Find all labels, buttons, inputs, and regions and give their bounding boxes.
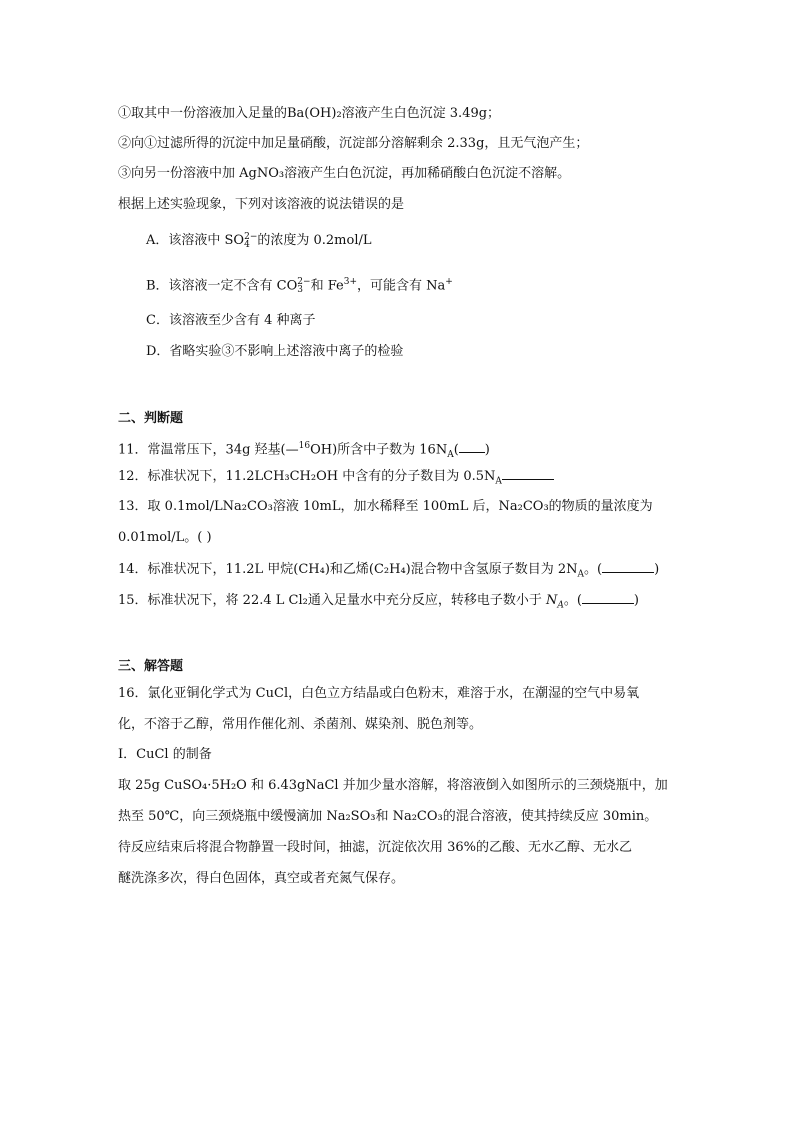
q10-question: 根据上述实验现象，下列对该溶液的说法错误的是 — [118, 197, 405, 212]
q16-para-line4: 醚洗涤多次，得白色固体，真空或者充氮气保存。 — [118, 871, 405, 886]
q15-na-symbol: N — [545, 593, 558, 608]
q11-paren-open: ( — [453, 442, 459, 458]
q14 — [118, 559, 659, 585]
option-a-text-post: 的浓度为 0.2mol/L — [257, 233, 372, 248]
q14-answer-blank[interactable] — [602, 559, 654, 573]
q11-text-post: OH)所含中子数为 16N — [310, 442, 448, 458]
option-b-text-pre: B．该溶液一定不含有 CO — [146, 278, 298, 294]
q12 — [118, 466, 554, 492]
q11-paren-close: ) — [484, 442, 490, 458]
q12-text: 12．标准状况下，11.2LCH₃CH₂OH 中含有的分子数目为 0.5N — [118, 469, 496, 484]
q11-isotope: 16 — [298, 441, 311, 451]
option-a-text-pre: A．该溶液中 SO — [146, 233, 245, 248]
q16-para-line2: 热至 50℃，向三颈烧瓶中缓慢滴加 Na₂SO₃和 Na₂CO₃的混合溶液，使其持续反应 30min。 — [118, 809, 658, 824]
q10-option-b — [146, 272, 453, 296]
q11 — [118, 436, 490, 465]
sulfate-charge — [244, 233, 257, 249]
q13-line2: 0.01mol/L。( ) — [118, 530, 212, 545]
q10-step1: ①取其中一份溶液加入足量的Ba(OH)₂溶液产生白色沉淀 3.49g； — [118, 106, 501, 121]
q15-answer-blank[interactable] — [582, 590, 634, 604]
q10-option-a — [146, 231, 372, 251]
q16-para-line3: 待反应结束后将混合物静置一段时间，抽滤，沉淀依次用 36%的乙酸、无水乙醇、无水乙 — [118, 840, 633, 855]
q11-sub: A — [447, 449, 454, 460]
option-b-text-post: ，可能含有 Na — [357, 278, 446, 294]
q16-line1: 16．氯化亚铜化学式为 CuCl，白色立方结晶或白色粉末，难溶于水，在潮湿的空气中易氧 — [118, 686, 640, 701]
q10-option-d: D．省略实验③不影响上述溶液中离子的检验 — [146, 344, 404, 359]
option-b-text-mid: 和 Fe — [310, 278, 344, 294]
q15-text: 15．标准状况下，将 22.4 L Cl₂通入足量水中充分反应，转移电子数小于 — [118, 593, 546, 608]
section2-heading: 二、判断题 — [118, 411, 184, 426]
q16-para-line1: 取 25g CuSO₄·5H₂O 和 6.43gNaCl 并加少量水溶解，将溶液倒入如图所示的三颈烧瓶中，加 — [118, 778, 668, 793]
sulfate-sub: 4 — [244, 239, 250, 250]
q14-paren-open: 。( — [584, 562, 603, 577]
q10-step2: ②向①过滤所得的沉淀中加足量硝酸，沉淀部分溶解剩余 2.33g，且无气泡产生； — [118, 136, 589, 151]
q15-paren-close: ) — [633, 593, 639, 608]
q15 — [118, 590, 639, 616]
sulfate-sup: 2− — [244, 231, 258, 242]
carbonate-sup: 2− — [297, 276, 311, 287]
q14-text: 14．标准状况下，11.2L 甲烷(CH₄)和乙烯(C₂H₄)混合物中含氢原子数目为 2N — [118, 562, 578, 577]
q16-line2: 化，不溶于乙醇，常用作催化剂、杀菌剂、媒染剂、脱色剂等。 — [118, 717, 483, 732]
q14-sub: A — [577, 569, 585, 580]
q12-sub: A — [495, 476, 502, 487]
section3-heading: 三、解答题 — [118, 659, 184, 674]
q14-paren-close: ) — [654, 562, 660, 577]
q10-option-c: C．该溶液至少含有 4 种离子 — [146, 313, 316, 328]
carbonate-charge — [297, 278, 310, 294]
q15-sub: A — [557, 600, 564, 611]
q15-paren-open: 。( — [563, 593, 582, 608]
q12-answer-blank[interactable] — [502, 466, 554, 480]
q16-sub-heading: I．CuCl 的制备 — [118, 747, 212, 762]
carbonate-sub: 3 — [297, 284, 304, 295]
iron-charge: 3+ — [343, 277, 357, 287]
q13-line1: 13．取 0.1mol/LNa₂CO₃溶液 10mL，加水稀释至 100mL 后，Na₂CO₃的物质的量浓度为 — [118, 499, 653, 514]
q11-answer-blank[interactable] — [459, 439, 485, 453]
q11-text-pre: 11．常温常压下，34g 羟基(— — [118, 442, 299, 458]
sodium-charge: + — [445, 277, 453, 287]
q10-step3: ③向另一份溶液中加 AgNO₃溶液产生白色沉淀，再加稀硝酸白色沉淀不溶解。 — [118, 166, 571, 181]
